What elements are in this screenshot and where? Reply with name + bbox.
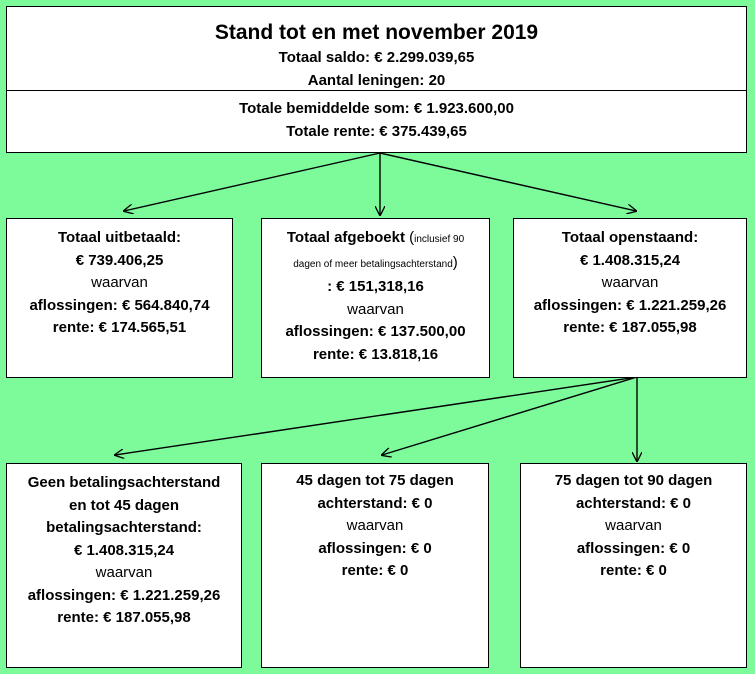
arrow-to-geen-achterstand xyxy=(115,377,637,455)
uitbetaald-heading: Totaal uitbetaald: xyxy=(57,229,182,246)
geen-achterstand-rente: rente: € 187.055,98 xyxy=(57,609,191,626)
afgeboekt-note-line xyxy=(262,252,489,277)
total-mediated-sum: Totale bemiddelde som: € 1.923.600,00 xyxy=(239,100,514,117)
afgeboekt-rente: rente: € 13.818,16 xyxy=(312,345,439,363)
afgeboekt-note-part1: inclusief 90 xyxy=(414,234,465,245)
box-uitbetaald xyxy=(6,218,233,378)
summary-header xyxy=(7,7,746,91)
achterstand-45-75-line1: 45 dagen tot 75 dagen xyxy=(296,472,454,489)
box-achterstand-75-90 xyxy=(520,463,747,668)
uitbetaald-waarvan: waarvan xyxy=(91,274,148,291)
achterstand-45-75-line2: achterstand: € 0 xyxy=(317,494,433,512)
total-saldo: Totaal saldo: € 2.299.039,65 xyxy=(278,49,475,66)
achterstand-45-75-aflossingen: aflossingen: € 0 xyxy=(318,539,432,557)
uitbetaald-amount: € 739.406,25 xyxy=(75,251,164,269)
uitbetaald-rente: rente: € 174.565,51 xyxy=(52,319,187,336)
arrow-to-45-75 xyxy=(382,377,637,455)
box-openstaand xyxy=(513,218,747,378)
afgeboekt-paren-close: ) xyxy=(452,253,458,271)
box-geen-achterstand xyxy=(6,463,242,668)
afgeboekt-paren-open: ( xyxy=(404,229,415,246)
openstaand-rente: rente: € 187.055,98 xyxy=(563,319,697,336)
achterstand-75-90-waarvan: waarvan xyxy=(605,517,662,534)
page-title: Stand tot en met november 2019 xyxy=(214,21,539,44)
geen-achterstand-line1: Geen betalingsachterstand xyxy=(27,474,221,491)
afgeboekt-heading-line xyxy=(262,227,489,252)
openstaand-aflossingen: aflossingen: € 1.221.259,26 xyxy=(533,296,727,314)
geen-achterstand-line3: betalingsachterstand: xyxy=(46,519,202,536)
afgeboekt-note-part2: dagen of meer betalingsachterstand xyxy=(293,258,453,270)
achterstand-45-75-rente: rente: € 0 xyxy=(341,562,409,579)
openstaand-heading: Totaal openstaand: xyxy=(561,229,699,246)
uitbetaald-aflossingen: aflossingen: € 564.840,74 xyxy=(29,296,210,314)
achterstand-75-90-rente: rente: € 0 xyxy=(600,562,667,579)
geen-achterstand-waarvan: waarvan xyxy=(95,564,153,581)
arrow-to-uitbetaald xyxy=(124,153,380,211)
afgeboekt-amount: : € 151,318,16 xyxy=(327,278,424,295)
openstaand-amount: € 1.408.315,24 xyxy=(579,251,681,269)
achterstand-75-90-line2: achterstand: € 0 xyxy=(575,494,692,512)
afgeboekt-heading: Totaal afgeboekt xyxy=(286,229,405,246)
geen-achterstand-amount: € 1.408.315,24 xyxy=(73,541,175,559)
summary-totals xyxy=(7,91,746,143)
achterstand-45-75-waarvan: waarvan xyxy=(346,517,404,534)
box-achterstand-45-75 xyxy=(261,463,489,668)
loan-count: Aantal leningen: 20 xyxy=(307,71,446,89)
box-afgeboekt xyxy=(261,218,490,378)
afgeboekt-waarvan: waarvan xyxy=(347,300,404,318)
summary-box xyxy=(6,6,747,153)
arrow-to-openstaand xyxy=(380,153,636,211)
total-interest: Totale rente: € 375.439,65 xyxy=(286,122,467,140)
achterstand-75-90-line1: 75 dagen tot 90 dagen xyxy=(554,472,713,489)
openstaand-waarvan: waarvan xyxy=(601,274,659,291)
achterstand-75-90-aflossingen: aflossingen: € 0 xyxy=(576,539,691,557)
afgeboekt-aflossingen: aflossingen: € 137.500,00 xyxy=(285,323,466,340)
geen-achterstand-line2: en tot 45 dagen xyxy=(68,496,180,514)
geen-achterstand-aflossingen: aflossingen: € 1.221.259,26 xyxy=(27,586,221,604)
